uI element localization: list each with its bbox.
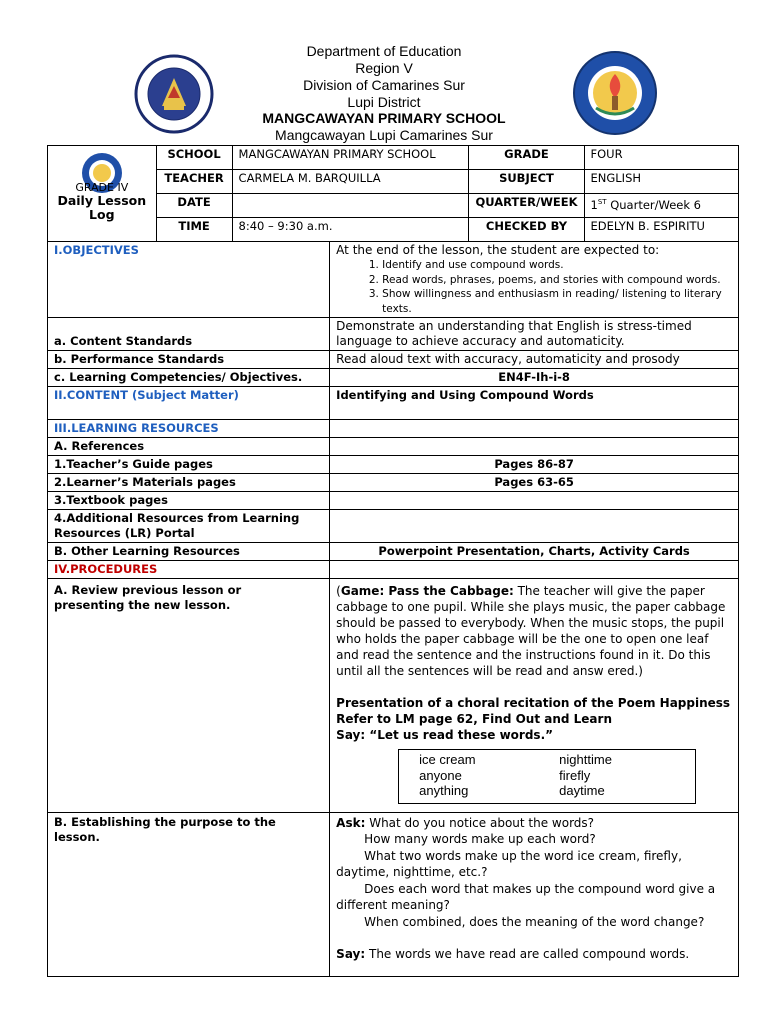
lm-value: Pages 63-65 xyxy=(330,474,739,492)
deped-seal-icon xyxy=(134,54,214,134)
presentation-line-1: Presentation of a choral recitation of the Poem Happiness xyxy=(336,696,731,710)
dll-title-cell xyxy=(48,146,157,242)
header-line-2: Region V xyxy=(355,60,413,76)
subject-value: ENGLISH xyxy=(584,170,739,194)
content-label: II.CONTENT (Subject Matter) xyxy=(48,387,330,420)
table-row: ice cream nighttime xyxy=(419,752,612,767)
other-resources-value: Powerpoint Presentation, Charts, Activity Cards xyxy=(330,543,739,561)
question-5: When combined, does the meaning of the word change? xyxy=(364,914,705,929)
textbook-label: 3.Textbook pages xyxy=(48,492,330,510)
teacher-value: CARMELA M. BARQUILLA xyxy=(232,170,469,194)
school-seal-icon xyxy=(572,50,658,136)
dll-title: Daily Lesson Log xyxy=(57,193,147,222)
presentation-say: Say: “Let us read these words.” xyxy=(336,728,554,742)
competencies-value: EN4F-Ih-i-8 xyxy=(330,369,739,387)
header-line-4: Lupi District xyxy=(347,94,421,110)
school-label: SCHOOL xyxy=(156,146,232,170)
lesson-table xyxy=(47,241,739,977)
checked-label: CHECKED BY xyxy=(469,218,584,242)
school-address: Mangcawayan Lupi Camarines Sur xyxy=(275,127,493,143)
say-line: Say: The words we have read are called compound words. xyxy=(336,947,690,961)
question-4: Does each word that makes up the compound word give a different meaning? xyxy=(336,881,716,912)
quarter-value: 1ST Quarter/Week 6 xyxy=(584,194,739,218)
content-value: Identifying and Using Compound Words xyxy=(330,387,739,420)
grade-key: GRADE xyxy=(469,146,584,170)
references-label: A. References xyxy=(48,438,330,456)
info-table xyxy=(47,145,739,242)
date-label: DATE xyxy=(156,194,232,218)
other-resources-label: B. Other Learning Resources xyxy=(48,543,330,561)
table-row: anything daytime xyxy=(419,783,605,798)
objectives-list xyxy=(336,258,732,316)
tg-value: Pages 86-87 xyxy=(330,456,739,474)
quarter-label: QUARTER/WEEK xyxy=(469,194,584,218)
checked-value: EDELYN B. ESPIRITU xyxy=(584,218,739,242)
teacher-label: TEACHER xyxy=(156,170,232,194)
school-name: MANGCAWAYAN PRIMARY SCHOOL xyxy=(262,110,506,126)
question-3: What two words make up the word ice cream, firefly, daytime, nighttime, etc.? xyxy=(336,848,682,879)
competencies-label: c. Learning Competencies/ Objectives. xyxy=(48,369,330,387)
purpose-cell xyxy=(330,812,739,976)
ask-line: Ask: What do you notice about the words? xyxy=(336,815,595,830)
time-value: 8:40 – 9:30 a.m. xyxy=(232,218,469,242)
list-item: 2. Read words, phrases, poems, and stories with compound words. xyxy=(382,273,732,288)
grade-value: FOUR xyxy=(584,146,739,170)
tg-label: 1.Teacher’s Guide pages xyxy=(48,456,330,474)
list-item: 1. Identify and use compound words. xyxy=(382,258,732,273)
performance-standards-label: b. Performance Standards xyxy=(48,351,330,369)
compound-words-box xyxy=(398,749,696,804)
header-line-3: Division of Camarines Sur xyxy=(303,77,465,93)
review-paragraph: (Game: Pass the Cabbage: The teacher will give the paper cabbage to one pupil. While she plays music, the paper cabbage should be passed to everybody. When the music stops, the pupil who holds the paper cabbage will be the one to open one leaf and read the sentence and the instructions found in it. Do this until all the sentences will be read and answ ered.) xyxy=(336,584,726,678)
presentation-line-2: Refer to LM page 62, Find Out and Learn xyxy=(336,712,612,726)
procedures-label: IV.PROCEDURES xyxy=(48,561,330,579)
list-item: 3. Show willingness and enthusiasm in reading/ listening to literary texts. xyxy=(382,287,732,316)
purpose-label: B. Establishing the purpose to the lesson. xyxy=(48,812,330,976)
lr-portal-label: 4.Additional Resources from Learning Resources (LR) Portal xyxy=(48,510,330,543)
time-label: TIME xyxy=(156,218,232,242)
grade-label: GRADE IV xyxy=(75,181,129,194)
objectives-cell xyxy=(330,242,739,318)
review-cell xyxy=(330,579,739,813)
header-line-1: Department of Education xyxy=(306,43,462,59)
objectives-label: I.OBJECTIVES xyxy=(48,242,330,318)
date-value xyxy=(232,194,469,218)
school-value: MANGCAWAYAN PRIMARY SCHOOL xyxy=(232,146,469,170)
performance-standards-value: Read aloud text with accuracy, automaticity and prosody xyxy=(330,351,739,369)
lm-label: 2.Learner’s Materials pages xyxy=(48,474,330,492)
question-2: How many words make up each word? xyxy=(364,832,596,846)
review-label: A. Review previous lesson or presenting the new lesson. xyxy=(48,579,330,813)
subject-label: SUBJECT xyxy=(469,170,584,194)
content-standards-label: a. Content Standards xyxy=(48,318,330,351)
resources-label: III.LEARNING RESOURCES xyxy=(48,420,330,438)
content-standards-value: Demonstrate an understanding that English is stress-timed language to achieve accuracy and automaticity. xyxy=(330,318,739,351)
table-row: anyone firefly xyxy=(419,767,591,783)
objectives-intro: At the end of the lesson, the student are expected to: xyxy=(336,243,660,257)
